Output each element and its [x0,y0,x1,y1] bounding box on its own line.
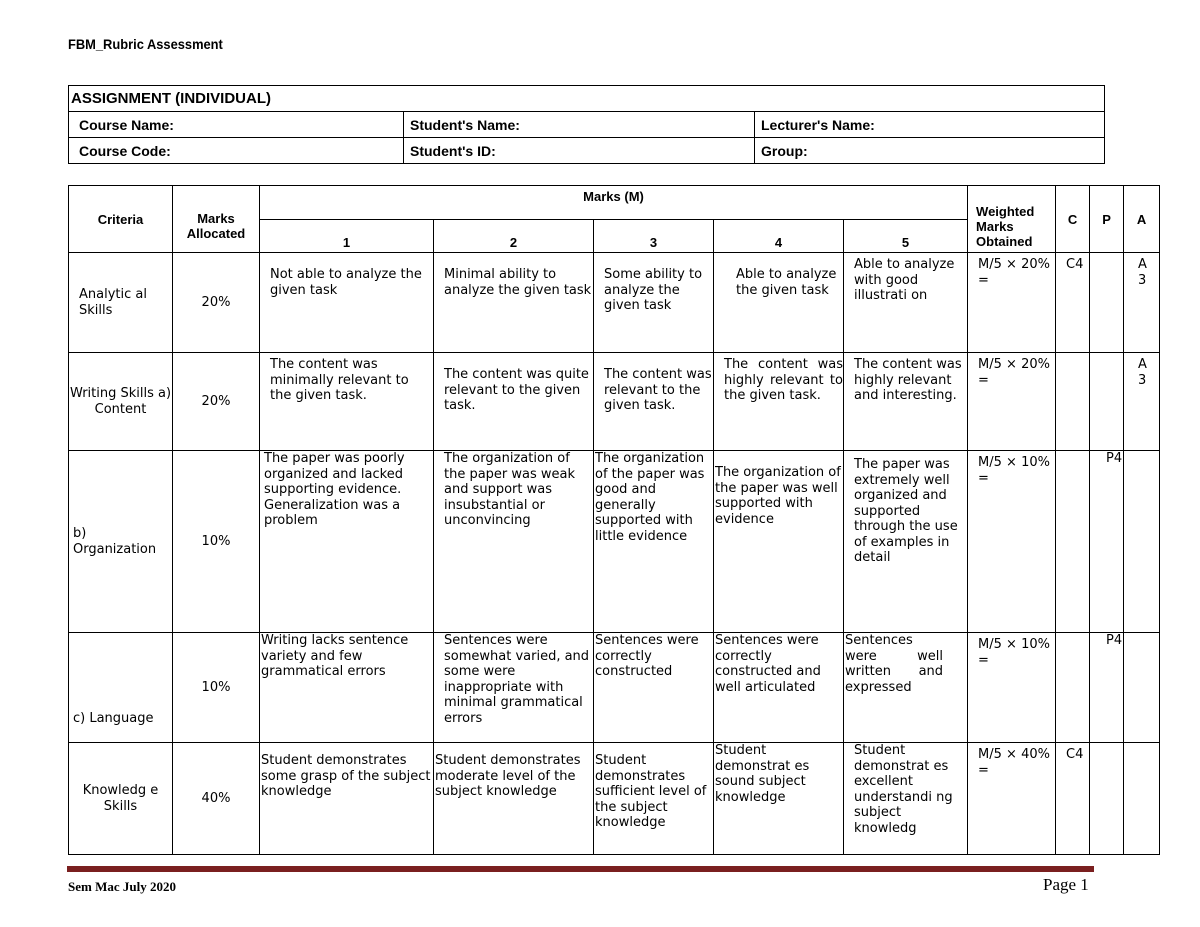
criteria-header: Criteria [69,186,173,253]
weighted-cell: M/5 × 10% = [968,633,1056,743]
level-cell: Student demonstrates sufficient level of the subject knowledge [594,743,714,855]
weighted-cell: M/5 × 40% = [968,743,1056,855]
level-cell: Student demonstrates moderate level of the subject knowledge [434,743,594,855]
assignment-title: ASSIGNMENT (INDIVIDUAL) [69,86,1105,112]
p-cell: P4 [1090,451,1124,633]
level-cell: Student demonstrat es excellent understandi ng subject knowledg [844,743,968,855]
document-title: FBM_Rubric Assessment [68,36,223,52]
course-code-label: Course Code: [69,138,404,164]
footer-semester: Sem Mac July 2020 [68,879,176,894]
level-cell: Some ability to analyze the given task [594,253,714,353]
allocated-cell: 20% [173,253,260,353]
table-row [69,451,1160,633]
lecturer-name-label: Lecturer's Name: [755,112,1105,138]
c-cell: C4 [1056,253,1090,353]
level-3-header: 3 [594,220,714,253]
level-cell: Sentences were somewhat varied, and some were inappropriate with minimal grammatical errors [434,633,594,743]
table-row [69,353,1160,451]
allocated-cell: 20% [173,353,260,451]
table-row [69,633,1160,743]
level-cell: The organization of the paper was good and generally supported with little evidence [594,451,714,633]
level-cell: The organization of the paper was weak and support was insubstantial or unconvincing [434,451,594,633]
c-cell [1056,451,1090,633]
criteria-cell: Writing Skills a) Content [69,353,173,451]
level-cell: Sentences were well written and expressed [844,633,968,743]
weighted-cell: M/5 × 20% = [968,253,1056,353]
assignment-info-table [68,85,1105,164]
level-cell: The paper was extremely well organized and supported through the use of examples in detail [844,451,968,633]
level-cell: The content was minimally relevant to the given task. [260,353,434,451]
page-number: Page 1 [1043,875,1089,894]
criteria-cell: c) Language [69,633,173,743]
level-cell: The content was highly relevant and interesting. [844,353,968,451]
course-name-label: Course Name: [69,112,404,138]
level-cell: Student demonstrat es sound subject knowledge [714,743,844,855]
level-cell: Able to analyze with good illustrati on [844,253,968,353]
table-row [69,743,1160,855]
student-name-label: Student's Name: [404,112,755,138]
level-cell: The content was highly relevant to the given task. [714,353,844,451]
a-cell: A 3 [1124,353,1160,451]
level-cell: Sentences were correctly constructed [594,633,714,743]
level-cell: Able to analyze the given task [714,253,844,353]
weighted-marks-header: Weighted Marks Obtained [968,186,1056,253]
level-1-header: 1 [260,220,434,253]
p-cell [1090,743,1124,855]
allocated-cell: 10% [173,451,260,633]
a-cell [1124,451,1160,633]
level-5-header: 5 [844,220,968,253]
weighted-cell: M/5 × 20% = [968,353,1056,451]
level-cell: The content was quite relevant to the given task. [434,353,594,451]
marks-header: Marks (M) [260,186,968,220]
group-label: Group: [755,138,1105,164]
a-cell [1124,633,1160,743]
level-cell: Writing lacks sentence variety and few grammatical errors [260,633,434,743]
criteria-cell: Knowledg e Skills [69,743,173,855]
c-header: C [1056,186,1090,253]
level-cell: The paper was poorly organized and lacked supporting evidence. Generalization was a problem [260,451,434,633]
level-cell: Sentences were correctly constructed and well articulated [714,633,844,743]
a-header: A [1124,186,1160,253]
c-cell: C4 [1056,743,1090,855]
level-cell: Student demonstrates some grasp of the subject knowledge [260,743,434,855]
a-cell [1124,743,1160,855]
c-cell [1056,633,1090,743]
level-4-header: 4 [714,220,844,253]
level-cell: The content was relevant to the given task. [594,353,714,451]
p-cell: P4 [1090,633,1124,743]
criteria-cell: b) Organization [69,451,173,633]
c-cell [1056,353,1090,451]
table-row [69,253,1160,353]
level-cell: Not able to analyze the given task [260,253,434,353]
rubric-table [68,185,1160,855]
criteria-cell: Analytic al Skills [69,253,173,353]
level-2-header: 2 [434,220,594,253]
p-header: P [1090,186,1124,253]
allocated-cell: 10% [173,633,260,743]
a-cell: A 3 [1124,253,1160,353]
student-id-label: Student's ID: [404,138,755,164]
footer-rule [67,866,1094,872]
p-cell [1090,253,1124,353]
allocated-cell: 40% [173,743,260,855]
weighted-cell: M/5 × 10% = [968,451,1056,633]
marks-allocated-header: Marks Allocated [173,186,260,253]
level-cell: The organization of the paper was well supported with evidence [714,451,844,633]
level-cell: Minimal ability to analyze the given task [434,253,594,353]
p-cell [1090,353,1124,451]
